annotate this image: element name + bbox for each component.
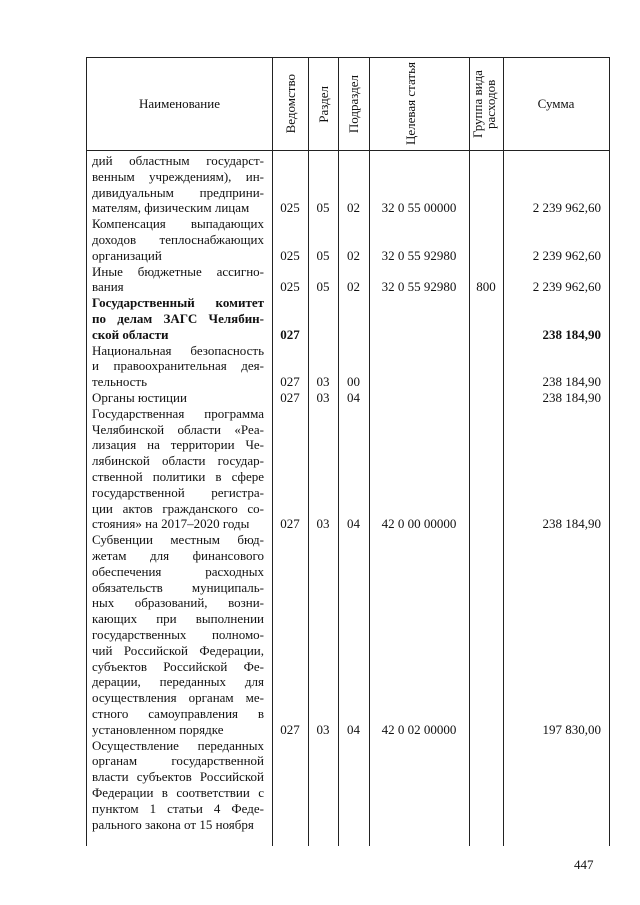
cell-sum: 2 239 962,60 bbox=[532, 279, 601, 295]
header-summa-label: Сумма bbox=[537, 96, 575, 111]
row-name-line: ской области bbox=[92, 326, 169, 342]
cell-cel: 32 0 55 92980 bbox=[381, 247, 457, 263]
row-name bbox=[92, 153, 264, 216]
header-gruppa bbox=[469, 58, 503, 150]
cell-sum: 238 184,90 bbox=[542, 516, 601, 532]
cell-sum: 238 184,90 bbox=[542, 390, 601, 405]
header-divider bbox=[87, 150, 609, 151]
cell-sum: 2 239 962,60 bbox=[532, 200, 601, 216]
header-name-label: Наименование bbox=[139, 96, 220, 111]
cell-ved: 025 bbox=[280, 247, 300, 263]
cell-sum: 2 239 962,60 bbox=[532, 247, 601, 263]
row-name-line: по делам ЗАГС Челябин- bbox=[92, 310, 264, 326]
header-ved-label: Ведомство bbox=[282, 74, 298, 134]
header-celevaya-label: Целевая статья bbox=[403, 62, 418, 146]
row-name-line: государственных полномо- bbox=[92, 626, 264, 642]
cell-razd: 03 bbox=[316, 516, 330, 532]
row-name-line: и правоохранительная дея- bbox=[92, 358, 264, 374]
row-name-line: лябинской области государ- bbox=[92, 453, 264, 469]
row-name-line: осуществления органам ме- bbox=[92, 690, 264, 706]
row-name-line: ственной политики в сфере bbox=[92, 468, 264, 484]
row-name-line: доходов теплоснабжающих bbox=[92, 231, 264, 247]
cell-cel: 32 0 55 00000 bbox=[381, 200, 457, 216]
header-name bbox=[87, 58, 272, 150]
cell-cel: 42 0 02 00000 bbox=[381, 721, 457, 737]
row-name-line: обеспечения расходных bbox=[92, 563, 264, 579]
cell-podr: 00 bbox=[347, 374, 360, 390]
cell-podr: 02 bbox=[347, 200, 360, 216]
row-name-line: органам государственной bbox=[92, 753, 264, 769]
column-divider bbox=[469, 58, 470, 846]
row-name-line: ции актов гражданского со- bbox=[92, 500, 264, 516]
row-name-line: Иные бюджетные ассигно- bbox=[92, 263, 264, 279]
row-name-line: Государственный комитет bbox=[92, 295, 264, 311]
row-name-line: Национальная безопасность bbox=[92, 342, 264, 358]
cell-sum: 238 184,90 bbox=[542, 374, 601, 390]
row-name-line: тельность bbox=[92, 374, 148, 390]
header-podrazdel-label: Подраздел bbox=[346, 74, 361, 134]
row-name-line: установленном порядке bbox=[92, 721, 224, 737]
row-name-line: рального закона от 15 ноября bbox=[92, 816, 254, 832]
cell-razd: 03 bbox=[316, 390, 330, 405]
row-name-line: мателям, физическим лицам bbox=[92, 200, 250, 216]
cell-razd: 05 bbox=[316, 200, 330, 216]
cell-ved: 025 bbox=[280, 200, 300, 216]
header-podrazdel bbox=[338, 58, 369, 150]
row-name bbox=[92, 216, 264, 263]
row-name-line: государственной регистра- bbox=[92, 484, 264, 500]
row-name-line: власти субъектов Российской bbox=[92, 769, 264, 785]
cell-cel: 42 0 00 00000 bbox=[381, 516, 457, 532]
header-celevaya bbox=[369, 58, 469, 150]
cell-ved: 027 bbox=[280, 721, 300, 737]
header-razdel-label: Раздел bbox=[315, 85, 331, 123]
cell-razd: 03 bbox=[316, 374, 330, 390]
row-name-line: Органы юстиции bbox=[92, 390, 187, 405]
row-name bbox=[92, 390, 264, 406]
cell-razd: 05 bbox=[316, 247, 330, 263]
page-number: 447 bbox=[574, 857, 594, 872]
row-name-line: обязательств муниципаль- bbox=[92, 579, 264, 595]
cell-razd: 05 bbox=[316, 279, 330, 295]
cell-ved: 027 bbox=[280, 374, 300, 390]
row-name-line: стояния» на 2017–2020 годы bbox=[92, 516, 250, 532]
cell-podr: 02 bbox=[347, 247, 360, 263]
cell-ved: 027 bbox=[280, 390, 300, 405]
row-name-line: Осуществление переданных bbox=[92, 737, 264, 753]
row-name-line: пунктом 1 статьи 4 Феде- bbox=[92, 800, 264, 816]
row-name-line: Федерации в соответствии с bbox=[92, 784, 264, 800]
row-name-line: дивидуальным предприни- bbox=[92, 184, 264, 200]
cell-cel: 32 0 55 92980 bbox=[381, 279, 457, 295]
row-name-line: организаций bbox=[92, 247, 162, 263]
row-name bbox=[92, 532, 264, 737]
row-name-line: Государственная программа bbox=[92, 405, 264, 421]
header-summa bbox=[503, 58, 609, 150]
cell-podr: 04 bbox=[347, 390, 360, 405]
row-name-line: ных образований, возни- bbox=[92, 595, 264, 611]
row-name-line: дерации, переданных для bbox=[92, 674, 264, 690]
row-name-line: венным учреждениям), ин- bbox=[92, 168, 264, 184]
cell-sum: 197 830,00 bbox=[542, 721, 601, 737]
row-name-line: Компенсация выпадающих bbox=[92, 216, 264, 232]
cell-grp: 800 bbox=[476, 279, 496, 295]
row-name-line: стного самоуправления в bbox=[92, 705, 264, 721]
row-name bbox=[92, 343, 264, 390]
row-name bbox=[92, 295, 264, 342]
cell-sum: 238 184,90 bbox=[542, 326, 601, 342]
cell-ved: 027 bbox=[280, 326, 300, 342]
cell-podr: 04 bbox=[347, 516, 360, 532]
row-name-line: жетам для финансового bbox=[92, 547, 264, 563]
cell-ved: 027 bbox=[280, 516, 300, 532]
row-name-line: субъектов Российской Фе- bbox=[92, 658, 264, 674]
row-name-line: чий Российской Федерации, bbox=[92, 642, 264, 658]
header-razdel bbox=[308, 58, 338, 150]
row-name-line: лизация на территории Че- bbox=[92, 437, 264, 453]
header-ved bbox=[272, 58, 308, 150]
cell-podr: 02 bbox=[347, 279, 360, 295]
row-name-line: кающих при выполнении bbox=[92, 611, 264, 627]
row-name-line: дий областным государст- bbox=[92, 153, 264, 168]
row-name-line: Челябинской области «Реа- bbox=[92, 421, 264, 437]
row-name bbox=[92, 264, 264, 296]
row-name-line: вания bbox=[92, 279, 124, 295]
row-name bbox=[92, 738, 264, 833]
cell-ved: 025 bbox=[280, 279, 300, 295]
row-name bbox=[92, 406, 264, 532]
header-gruppa-label: Группа вида расходов bbox=[470, 70, 498, 138]
cell-podr: 04 bbox=[347, 721, 360, 737]
budget-table bbox=[86, 57, 610, 846]
row-name-line: Субвенции местным бюд- bbox=[92, 532, 264, 548]
cell-razd: 03 bbox=[316, 721, 330, 737]
